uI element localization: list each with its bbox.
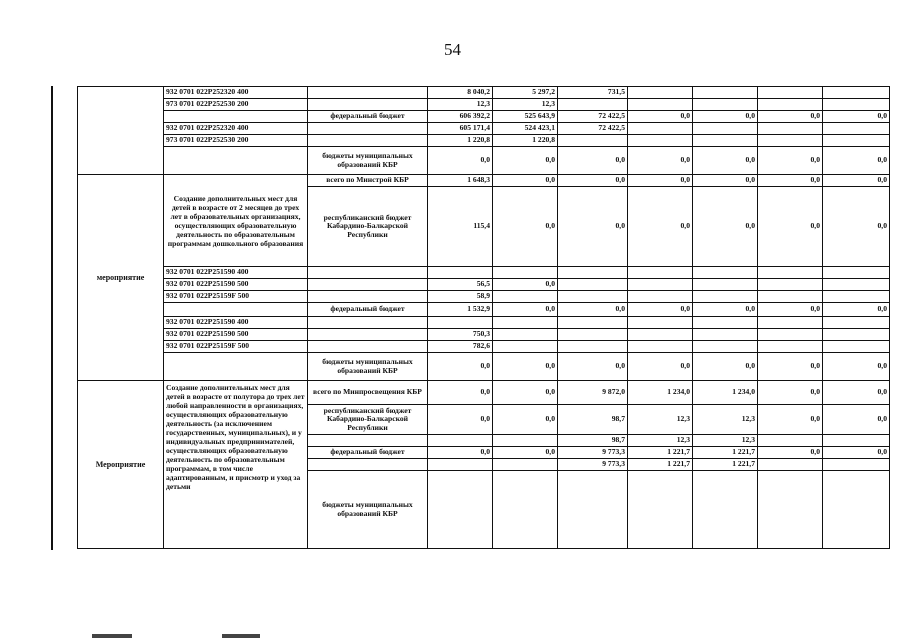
amount-cell: 12,3: [692, 434, 758, 447]
amount-cell: 0,0: [627, 302, 693, 317]
amount-cell: 0,0: [822, 110, 890, 123]
funding-source: всего по Минпросвещения КБР: [307, 380, 428, 405]
measure-description: Создание дополнительных мест для детей в возрасте от 2 месяцев до трех лет в образовательных организациях, осуществляющих образовательную деятельность по образовательным программам дошкольного образования: [163, 174, 308, 267]
budget-code: 932 0701 022P251590 400: [163, 266, 308, 279]
amount-cell: 525 643,9: [492, 110, 558, 123]
amount-cell: 5 297,2: [492, 86, 558, 99]
group-label: Мероприятие: [77, 380, 164, 549]
budget-code: [163, 302, 308, 317]
amount-cell: 0,0: [557, 352, 628, 381]
amount-cell: 0,0: [822, 352, 890, 381]
amount-cell: 1 221,7: [627, 458, 693, 471]
funding-source: бюджеты муниципальных образований КБР: [307, 352, 428, 381]
amount-cell: 0,0: [492, 278, 558, 291]
budget-code: 932 0701 022P251590 500: [163, 328, 308, 341]
amount-cell: 0,0: [627, 352, 693, 381]
amount-cell: 115,4: [427, 186, 493, 267]
amount-cell: 524 423,1: [492, 122, 558, 135]
footer-mark: [92, 634, 132, 638]
footer-mark: [222, 634, 260, 638]
budget-code: 973 0701 022P252530 200: [163, 98, 308, 111]
amount-cell: 0,0: [557, 302, 628, 317]
amount-cell: [692, 470, 758, 549]
amount-cell: 0,0: [757, 302, 823, 317]
amount-cell: 12,3: [627, 434, 693, 447]
amount-cell: 1 234,0: [692, 380, 758, 405]
funding-source: бюджеты муниципальных образований КБР: [307, 470, 428, 549]
amount-cell: 1 220,8: [427, 134, 493, 147]
budget-code: 973 0701 022P252530 200: [163, 134, 308, 147]
group-label: [77, 86, 164, 175]
funding-source: республиканский бюджет Кабардино-Балкарской Республики: [307, 404, 428, 435]
amount-cell: 0,0: [427, 404, 493, 435]
amount-cell: [492, 470, 558, 549]
amount-cell: 12,3: [492, 98, 558, 111]
amount-cell: 0,0: [757, 110, 823, 123]
amount-cell: 0,0: [822, 446, 890, 459]
amount-cell: 0,0: [492, 174, 558, 187]
amount-cell: 98,7: [557, 434, 628, 447]
amount-cell: 1 221,7: [692, 458, 758, 471]
amount-cell: 0,0: [692, 186, 758, 267]
amount-cell: 0,0: [627, 186, 693, 267]
amount-cell: 0,0: [492, 186, 558, 267]
group-label: мероприятие: [77, 174, 164, 381]
amount-cell: 9 773,3: [557, 458, 628, 471]
amount-cell: 98,7: [557, 404, 628, 435]
amount-cell: 0,0: [492, 380, 558, 405]
amount-cell: 12,3: [427, 98, 493, 111]
budget-code: [163, 146, 308, 175]
amount-cell: 0,0: [822, 174, 890, 187]
amount-cell: 1 221,7: [692, 446, 758, 459]
budget-code: 932 0701 022P251590 400: [163, 316, 308, 329]
amount-cell: 9 872,0: [557, 380, 628, 405]
amount-cell: 0,0: [692, 110, 758, 123]
amount-cell: 0,0: [822, 146, 890, 175]
amount-cell: 72 422,5: [557, 110, 628, 123]
page-number: 54: [444, 40, 461, 59]
amount-cell: 782,6: [427, 340, 493, 353]
amount-cell: 1 220,8: [492, 134, 558, 147]
amount-cell: 731,5: [557, 86, 628, 99]
amount-cell: 0,0: [492, 446, 558, 459]
amount-cell: 606 392,2: [427, 110, 493, 123]
amount-cell: 0,0: [692, 146, 758, 175]
amount-cell: 0,0: [492, 146, 558, 175]
amount-cell: 750,3: [427, 328, 493, 341]
amount-cell: 0,0: [822, 380, 890, 405]
amount-cell: 0,0: [492, 352, 558, 381]
amount-cell: 0,0: [427, 146, 493, 175]
amount-cell: 0,0: [757, 174, 823, 187]
amount-cell: 0,0: [757, 352, 823, 381]
amount-cell: 0,0: [822, 404, 890, 435]
budget-code: [163, 352, 308, 381]
amount-cell: 0,0: [822, 302, 890, 317]
amount-cell: 0,0: [427, 446, 493, 459]
funding-source: федеральный бюджет: [307, 302, 428, 317]
amount-cell: 605 171,4: [427, 122, 493, 135]
amount-cell: 0,0: [627, 146, 693, 175]
budget-code: 932 0701 022P25159F 500: [163, 340, 308, 353]
amount-cell: 0,0: [427, 352, 493, 381]
amount-cell: 1 221,7: [627, 446, 693, 459]
amount-cell: 0,0: [627, 174, 693, 187]
amount-cell: 0,0: [692, 352, 758, 381]
amount-cell: 58,9: [427, 290, 493, 303]
amount-cell: 0,0: [822, 186, 890, 267]
amount-cell: 1 234,0: [627, 380, 693, 405]
amount-cell: 1 648,3: [427, 174, 493, 187]
amount-cell: 8 040,2: [427, 86, 493, 99]
funding-source: бюджеты муниципальных образований КБР: [307, 146, 428, 175]
measure-description: Создание дополнительных мест для детей в возрасте от полутора до трех лет любой направленности в организациях, осуществляющих образовательную деятельность (за исключением государственных, муниципальных), и у индивидуальных предпринимателей, осуществляющих образовательную деятельность по образовательным программам, в том числе адаптированным, и присмотр и уход за детьми: [163, 380, 308, 549]
funding-source: всего по Минстрой КБР: [307, 174, 428, 187]
amount-cell: [427, 470, 493, 549]
amount-cell: 0,0: [627, 110, 693, 123]
amount-cell: 12,3: [627, 404, 693, 435]
amount-cell: 9 773,3: [557, 446, 628, 459]
amount-cell: 0,0: [557, 146, 628, 175]
funding-source: федеральный бюджет: [307, 110, 428, 123]
amount-cell: [757, 470, 823, 549]
amount-cell: 0,0: [557, 174, 628, 187]
amount-cell: 0,0: [492, 404, 558, 435]
amount-cell: 72 422,5: [557, 122, 628, 135]
amount-cell: 0,0: [692, 302, 758, 317]
amount-cell: 0,0: [427, 380, 493, 405]
amount-cell: 56,5: [427, 278, 493, 291]
budget-code: 932 0701 022P252320 400: [163, 122, 308, 135]
amount-cell: 0,0: [757, 380, 823, 405]
amount-cell: 0,0: [557, 186, 628, 267]
funding-source: республиканский бюджет Кабардино-Балкарской Республики: [307, 186, 428, 267]
budget-code: 932 0701 022P251590 500: [163, 278, 308, 291]
amount-cell: 1 532,9: [427, 302, 493, 317]
funding-source: федеральный бюджет: [307, 446, 428, 459]
amount-cell: 12,3: [692, 404, 758, 435]
amount-cell: [627, 470, 693, 549]
amount-cell: 0,0: [757, 404, 823, 435]
amount-cell: 0,0: [757, 186, 823, 267]
amount-cell: 0,0: [757, 146, 823, 175]
budget-code: 932 0701 022P25159F 500: [163, 290, 308, 303]
amount-cell: [822, 470, 890, 549]
budget-code: 932 0701 022P252320 400: [163, 86, 308, 99]
amount-cell: [557, 470, 628, 549]
amount-cell: 0,0: [492, 302, 558, 317]
amount-cell: 0,0: [692, 174, 758, 187]
amount-cell: 0,0: [757, 446, 823, 459]
